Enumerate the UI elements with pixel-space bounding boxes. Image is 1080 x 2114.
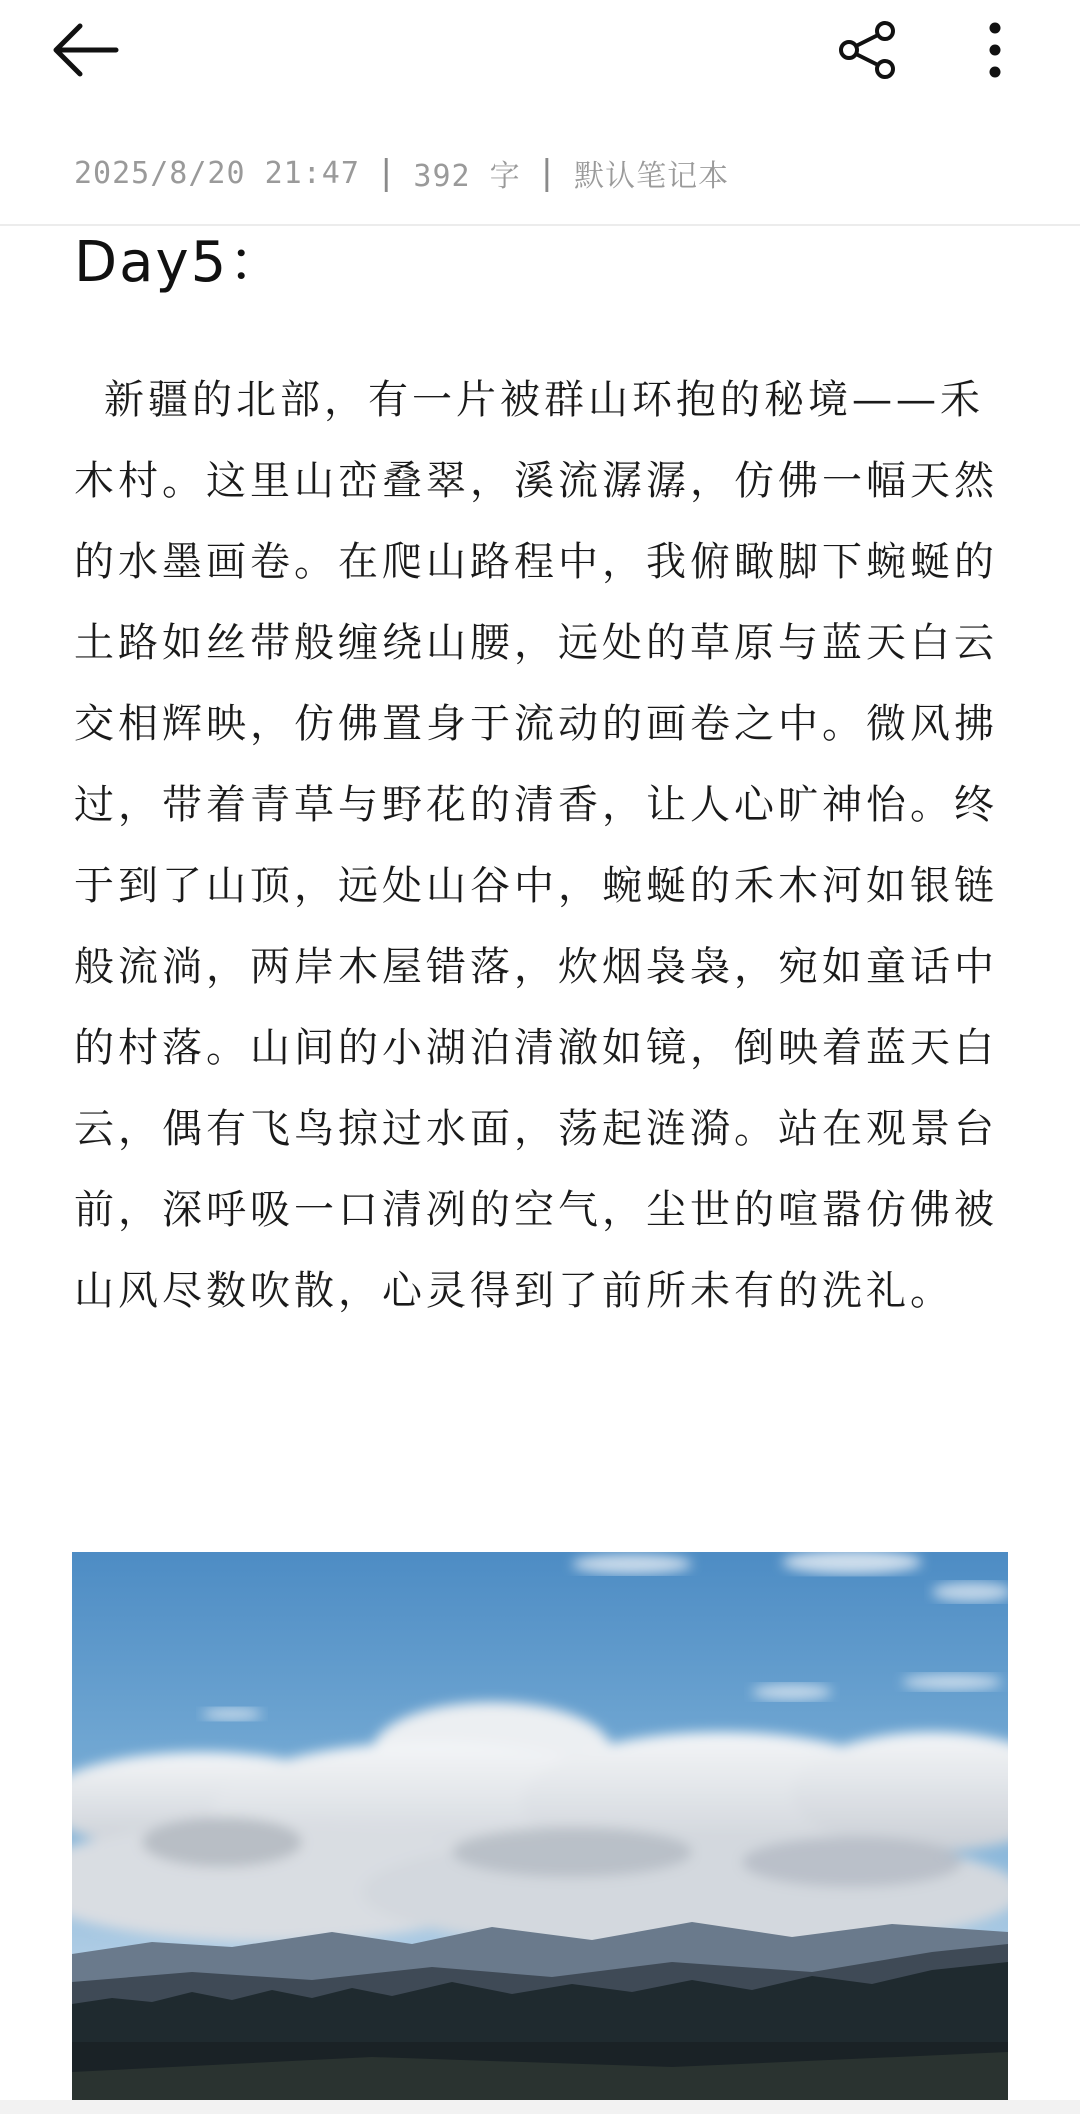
word-count: 392 字 (413, 159, 521, 194)
bottom-edge (0, 2100, 1080, 2114)
note-datetime: 2025/8/20 21:47 (74, 155, 360, 191)
more-options-button[interactable] (960, 14, 1030, 86)
note-meta (74, 148, 729, 198)
back-button[interactable] (40, 14, 130, 86)
note-image[interactable] (72, 1552, 1008, 2114)
share-icon (837, 19, 899, 81)
meta-separator: | (536, 153, 559, 193)
share-button[interactable] (826, 14, 910, 86)
more-vertical-icon (985, 20, 1005, 80)
note-title[interactable]: Day5： (74, 230, 287, 295)
notebook-name[interactable]: 默认笔记本 (574, 159, 730, 194)
landscape-photo (72, 1552, 1008, 2114)
top-app-bar (0, 0, 1080, 110)
meta-separator: | (375, 153, 398, 193)
arrow-left-icon (50, 22, 120, 78)
note-body[interactable]: 新疆的北部，有一片被群山环抱的秘境——禾木村。这里山峦叠翠，溪流潺潺，仿佛一幅天然的水墨画卷。在爬山路程中，我俯瞰脚下蜿蜒的土路如丝带般缠绕山腰，远处的草原与蓝天白云交相辉映，仿佛置身于流动的画卷之中。微风拂过，带着青草与野花的清香，让人心旷神怡。终于到了山顶，远处山谷中，蜿蜒的禾木河如银链般流淌，两岸木屋错落，炊烟袅袅，宛如童话中的村落。山间的小湖泊清澈如镜，倒映着蓝天白云，偶有飞鸟掠过水面，荡起涟漪。站在观景台前，深呼吸一口清冽的空气，尘世的喧嚣仿佛被山风尽数吹散，心灵得到了前所未有的洗礼。 (74, 377, 998, 1314)
